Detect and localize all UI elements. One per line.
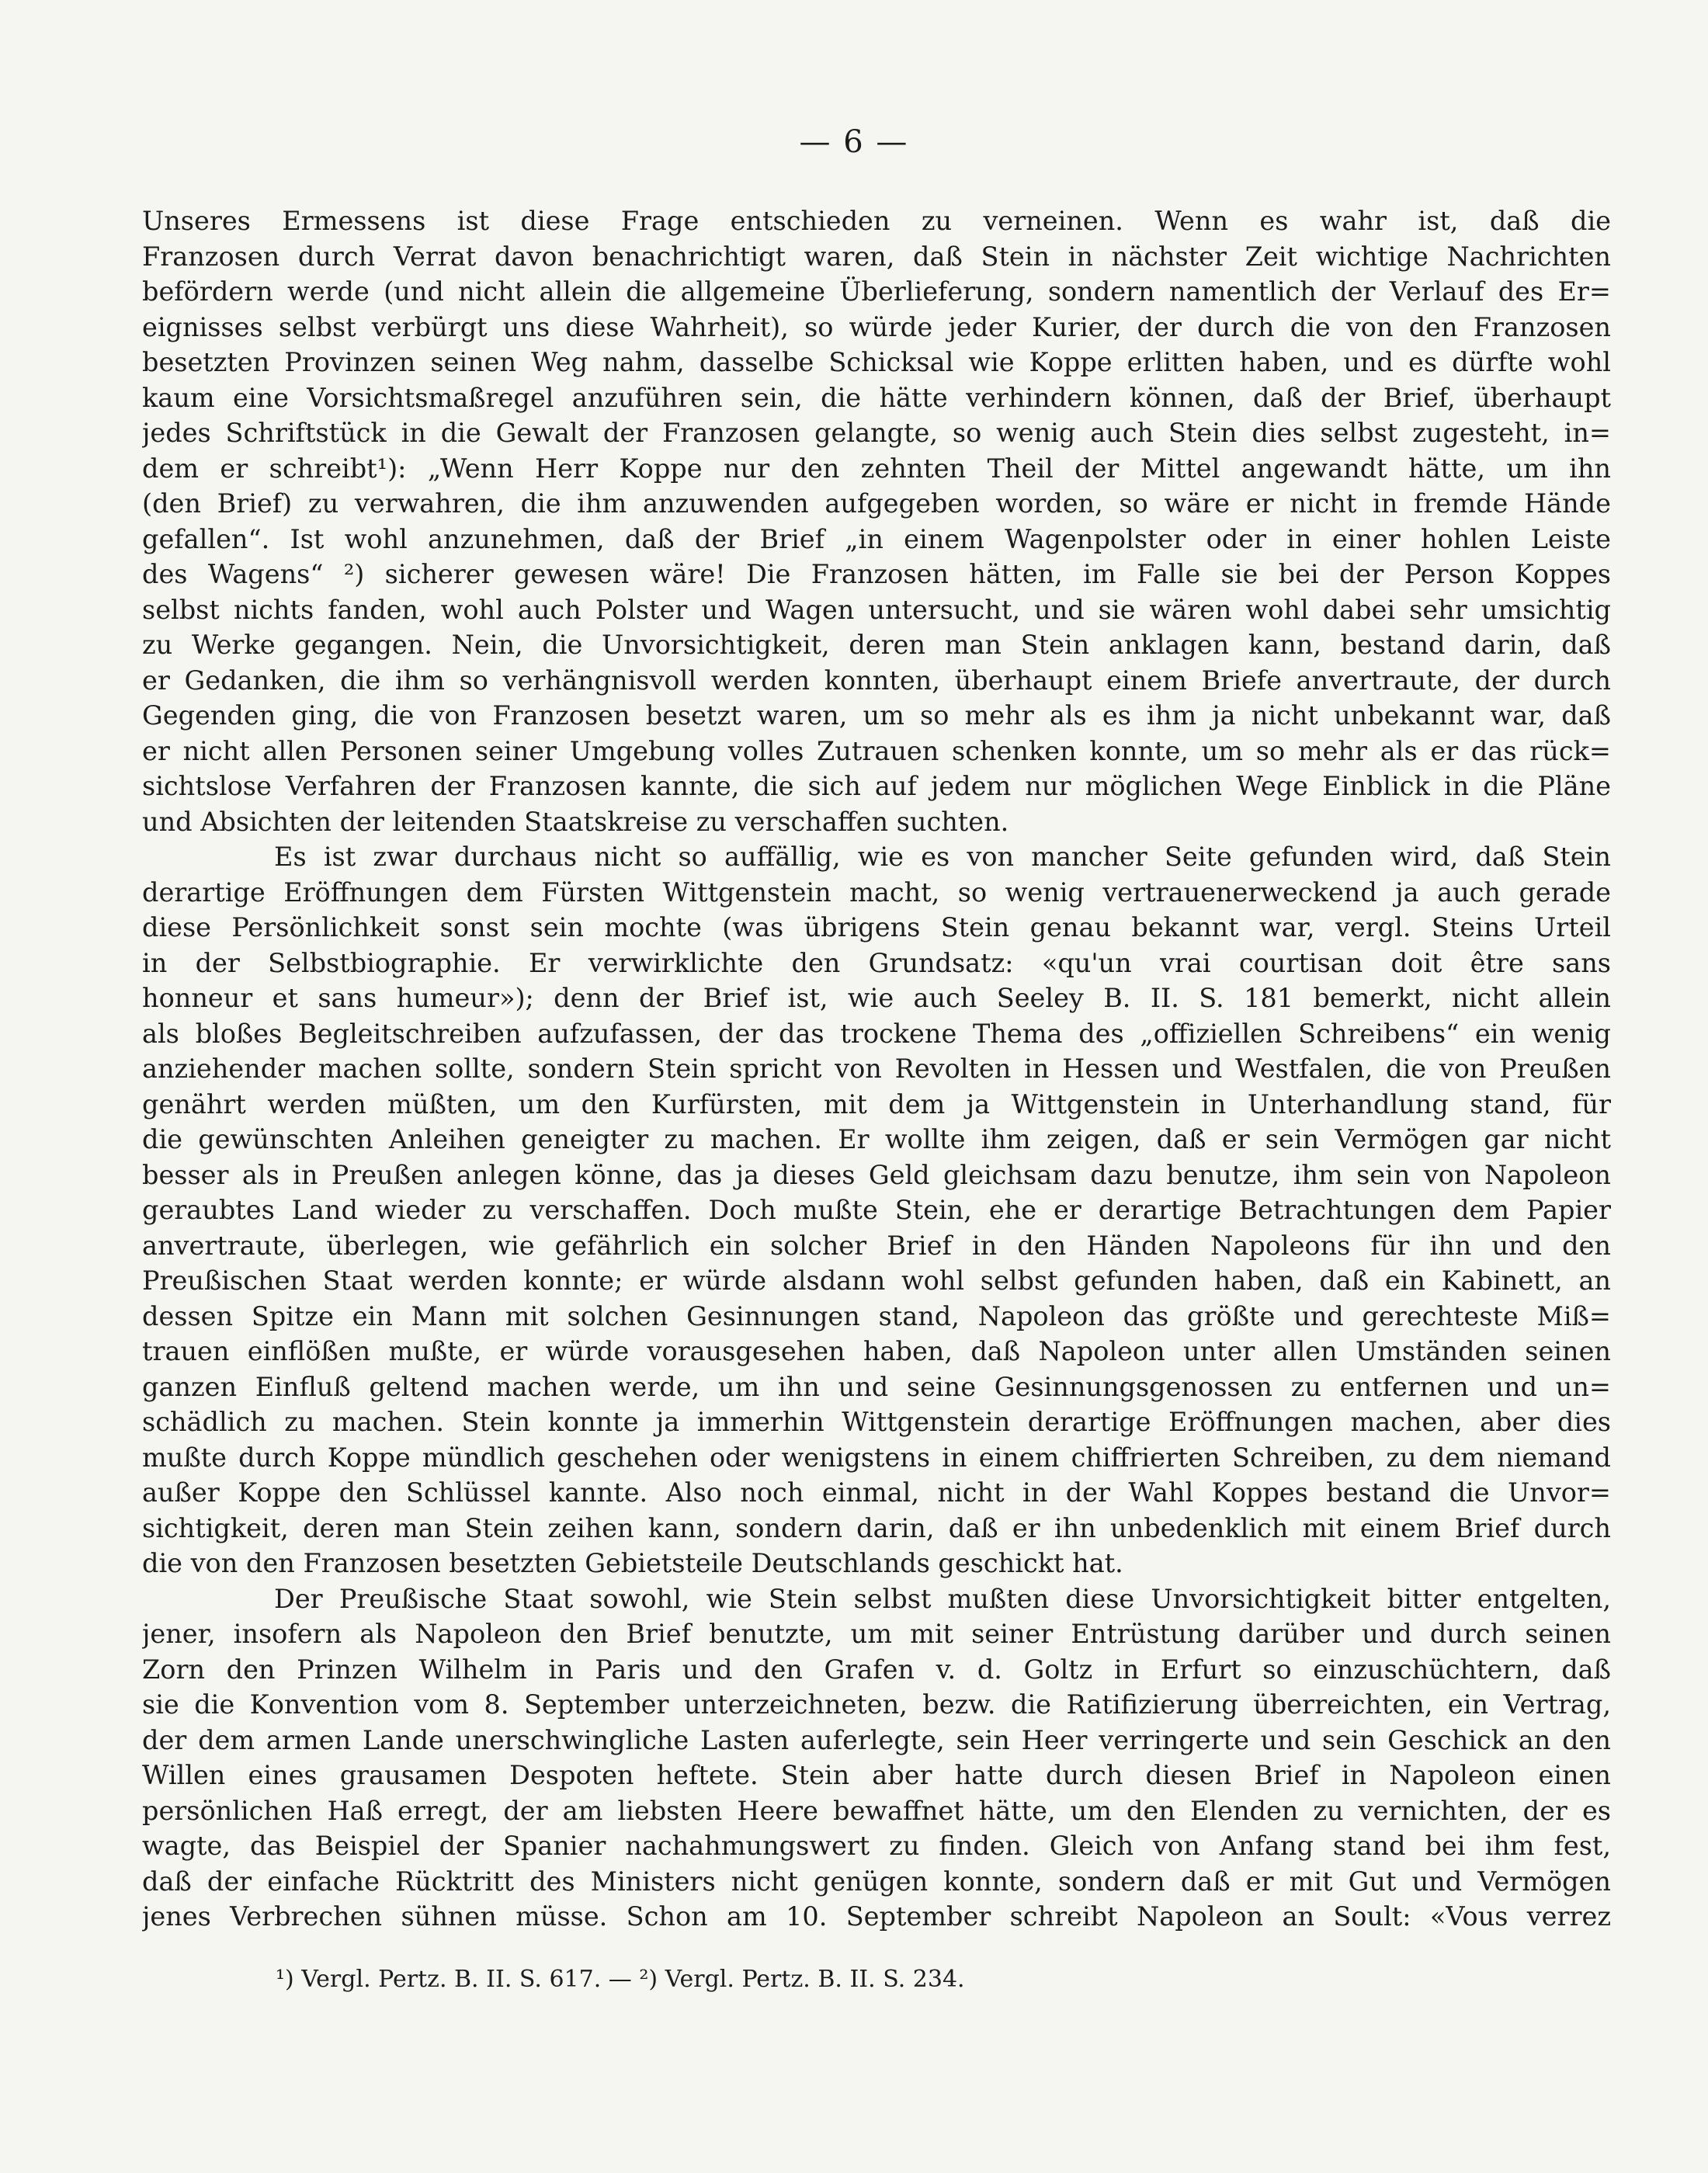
- text-line: Gegenden ging, die von Franzosen besetzt waren, um so mehr als es ihm ja nicht unbekannt war, daß: [142, 700, 1611, 731]
- text-line: Franzosen durch Verrat davon benachrichtigt waren, daß Stein in nächster Zeit wichtige Nachrichten: [142, 241, 1611, 272]
- text-line: sichtslose Verfahren der Franzosen kannte, die sich auf jedem nur möglichen Wege Einblick in die Pläne: [142, 771, 1611, 801]
- text-line: zu Werke gegangen. Nein, die Unvorsichtigkeit, deren man Stein anklagen kann, bestand darin, daß: [142, 630, 1611, 660]
- text-line: honneur et sans humeur»); denn der Brief ist, wie auch Seeley B. II. S. 181 bemerkt, nicht allein: [142, 983, 1611, 1013]
- text-line: Willen eines grausamen Despoten heftete. Stein aber hatte durch diesen Brief in Napoleon einen: [142, 1760, 1611, 1790]
- text-line: die von den Franzosen besetzten Gebietsteile Deutschlands geschickt hat.: [142, 1548, 1123, 1578]
- text-line: trauen einflößen mußte, er würde vorausgesehen haben, daß Napoleon unter allen Umständen seinen: [142, 1336, 1611, 1366]
- text-line: des Wagens“ ²) sicherer gewesen wäre! Die Franzosen hätten, im Falle sie bei der Person Koppes: [142, 559, 1611, 589]
- text-line: der dem armen Lande unerschwingliche Lasten auferlegte, sein Heer verringerte und sein Geschick an den: [142, 1724, 1611, 1755]
- text-line: Unseres Ermessens ist diese Frage entschieden zu verneinen. Wenn es wahr ist, daß die: [142, 206, 1611, 236]
- text-line: in der Selbstbiographie. Er verwirklichte den Grundsatz: «qu'un vrai courtisan doit être sans: [142, 947, 1611, 978]
- text-line: (den Brief) zu verwahren, die ihm anzuwenden aufgegeben worden, so wäre er nicht in fremde Hände: [142, 488, 1611, 519]
- text-line: eignisses selbst verbürgt uns diese Wahrheit), so würde jeder Kurier, der durch die von den Franzosen: [142, 311, 1611, 342]
- text-line: besser als in Preußen anlegen könne, das ja dieses Geld gleichsam dazu benutze, ihm sein von Napoleon: [142, 1159, 1611, 1190]
- page-number: — 6 —: [799, 124, 909, 160]
- text-line: geraubtes Land wieder zu verschaffen. Doch mußte Stein, ehe er derartige Betrachtungen dem Papier: [142, 1195, 1611, 1225]
- text-line: jenes Verbrechen sühnen müsse. Schon am 10. September schreibt Napoleon an Soult: «Vous verrez: [142, 1901, 1611, 1932]
- text-line: dessen Spitze ein Mann mit solchen Gesinnungen stand, Napoleon das größte und gerechteste Miß=: [142, 1300, 1611, 1331]
- text-line: gefallen“. Ist wohl anzunehmen, daß der Brief „in einem Wagenpolster oder in einer hohlen Leiste: [142, 523, 1611, 554]
- text-line: schädlich zu machen. Stein konnte ja immerhin Wittgenstein derartige Eröffnungen machen, aber dies: [142, 1407, 1611, 1437]
- text-line: jedes Schriftstück in die Gewalt der Franzosen gelangte, so wenig auch Stein dies selbst zugesteht, in=: [142, 418, 1611, 448]
- text-line: Es ist zwar durchaus nicht so auffällig, wie es von mancher Seite gefunden wird, daß Stein: [274, 842, 1611, 872]
- text-line: und Absichten der leitenden Staatskreise zu verschaffen suchten.: [142, 806, 1009, 837]
- body-text: [142, 203, 1611, 1935]
- text-line: selbst nichts fanden, wohl auch Polster und Wagen untersucht, und sie wären wohl dabei sehr umsichtig: [142, 594, 1611, 625]
- footnotes: ¹) Vergl. Pertz. B. II. S. 617. — ²) Vergl. Pertz. B. II. S. 234.: [276, 1966, 965, 1993]
- text-line: wagte, das Beispiel der Spanier nachahmungswert zu finden. Gleich von Anfang stand bei ihm fest,: [142, 1831, 1611, 1861]
- text-line: diese Persönlichkeit sonst sein mochte (was übrigens Stein genau bekannt war, vergl. Steins Urteil: [142, 912, 1611, 942]
- text-line: er nicht allen Personen seiner Umgebung volles Zutrauen schenken konnte, um so mehr als er das rück=: [142, 735, 1611, 766]
- text-line: ganzen Einfluß geltend machen werde, um ihn und seine Gesinnungsgenossen zu entfernen und un=: [142, 1371, 1611, 1402]
- text-line: dem er schreibt¹): „Wenn Herr Koppe nur den zehnten Theil der Mittel angewandt hätte, um ihn: [142, 453, 1611, 484]
- text-line: daß der einfache Rücktritt des Ministers nicht genügen konnte, sondern daß er mit Gut und Vermögen: [142, 1866, 1611, 1897]
- text-line: er Gedanken, die ihm so verhängnisvoll werden konnten, überhaupt einem Briefe anvertraute, der durch: [142, 665, 1611, 696]
- text-line: anziehender machen sollte, sondern Stein spricht von Revolten in Hessen und Westfalen, die von Preußen: [142, 1054, 1611, 1084]
- text-line: Zorn den Prinzen Wilhelm in Paris und den Grafen v. d. Goltz in Erfurt so einzuschüchtern, daß: [142, 1654, 1611, 1685]
- text-line: die gewünschten Anleihen geneigter zu machen. Er wollte ihm zeigen, daß er sein Vermögen gar nicht: [142, 1124, 1611, 1154]
- text-line: sichtigkeit, deren man Stein zeihen kann, sondern darin, daß er ihn unbedenklich mit einem Brief durch: [142, 1512, 1611, 1543]
- text-line: sie die Konvention vom 8. September unterzeichneten, bezw. die Ratifizierung überreichten, ein Vertrag,: [142, 1689, 1611, 1720]
- text-line: außer Koppe den Schlüssel kannte. Also noch einmal, nicht in der Wahl Koppes bestand die Unvor=: [142, 1477, 1611, 1508]
- text-line: anvertraute, überlegen, wie gefährlich ein solcher Brief in den Händen Napoleons für ihn und den: [142, 1230, 1611, 1261]
- text-line: mußte durch Koppe mündlich geschehen oder wenigstens in einem chiffrierten Schreiben, zu dem niemand: [142, 1442, 1611, 1473]
- text-line: kaum eine Vorsichtsmaßregel anzuführen sein, die hätte verhindern können, daß der Brief, überhaupt: [142, 382, 1611, 413]
- text-line: befördern werde (und nicht allein die allgemeine Überlieferung, sondern namentlich der Verlauf des Er=: [142, 276, 1611, 307]
- text-line: persönlichen Haß erregt, der am liebsten Heere bewaffnet hätte, um den Elenden zu vernichten, der es: [142, 1795, 1611, 1826]
- text-line: jener, insofern als Napoleon den Brief benutzte, um mit seiner Entrüstung darüber und durch seinen: [142, 1619, 1611, 1649]
- text-line: genährt werden müßten, um den Kurfürsten, mit dem ja Wittgenstein in Unterhandlung stand, für: [142, 1088, 1611, 1119]
- text-line: besetzten Provinzen seinen Weg nahm, dasselbe Schicksal wie Koppe erlitten haben, und es dürfte wohl: [142, 347, 1611, 377]
- text-line: Preußischen Staat werden konnte; er würde alsdann wohl selbst gefunden haben, daß ein Kabinett, an: [142, 1265, 1611, 1296]
- text-line: als bloßes Begleitschreiben aufzufassen, der das trockene Thema des „offiziellen Schreibens“ ein wenig: [142, 1018, 1611, 1049]
- text-line: derartige Eröffnungen dem Fürsten Wittgenstein macht, so wenig vertrauenerweckend ja auch gerade: [142, 876, 1611, 908]
- text-line: Der Preußische Staat sowohl, wie Stein selbst mußten diese Unvorsichtigkeit bitter entgelten,: [274, 1583, 1611, 1614]
